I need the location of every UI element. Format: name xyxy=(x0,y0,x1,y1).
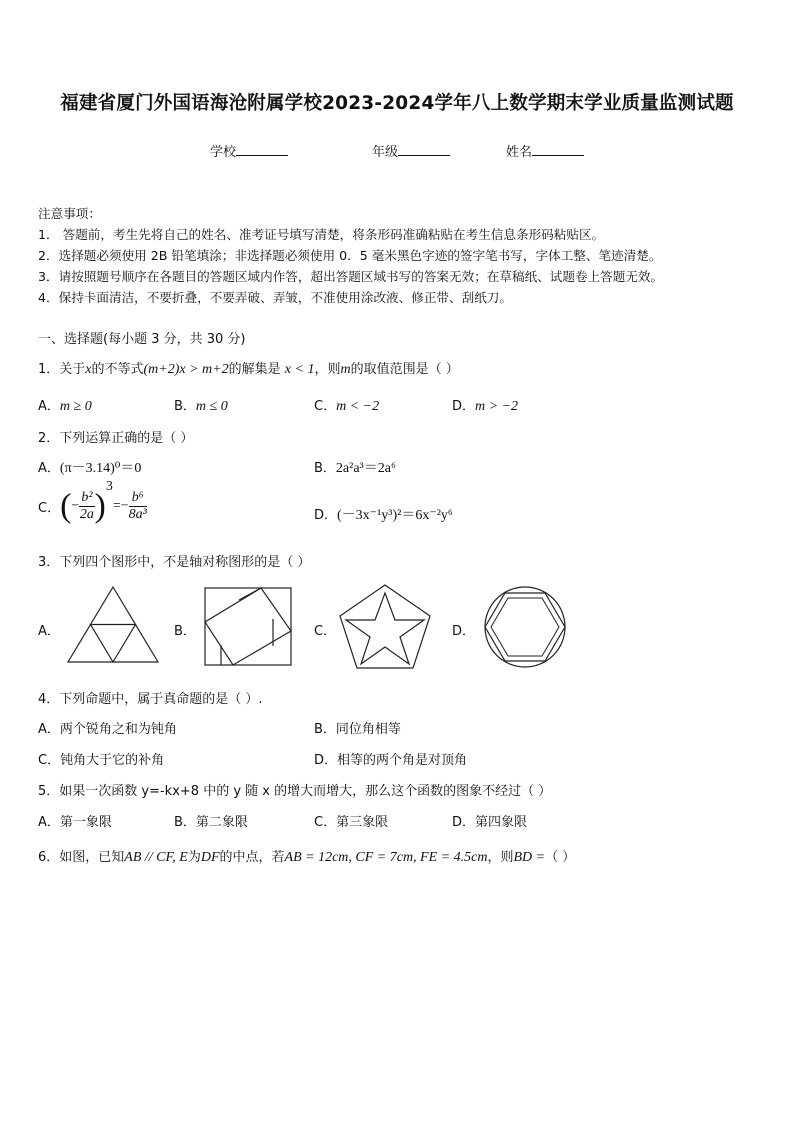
question-4: 4．下列命题中，属于真命题的是（ ）. xyxy=(38,692,263,707)
figure-triangle xyxy=(66,585,160,665)
q5-option-a[interactable]: A．第一象限 xyxy=(38,815,112,830)
school-field[interactable] xyxy=(210,141,288,160)
q3-option-a[interactable]: A． xyxy=(38,624,60,639)
question-1: 1．关于x的不等式(m+2)x > m+2的解集是 x < 1，则m的取值范围是（ ） xyxy=(38,362,459,377)
q3-option-b[interactable]: B． xyxy=(174,624,196,639)
note-item: 1． 答题前，考生先将自己的姓名、准考证号填写清楚，将条形码准确粘贴在考生信息条形码粘贴区。 xyxy=(38,227,605,242)
name-label: 姓名 xyxy=(506,145,533,160)
grade-label: 年级 xyxy=(372,145,399,160)
q5-option-d[interactable]: D．第四象限 xyxy=(452,815,528,830)
q1-option-d[interactable]: D．m > −2 xyxy=(452,399,519,414)
q5-option-b[interactable]: B．第二象限 xyxy=(174,815,248,830)
school-blank[interactable] xyxy=(236,143,288,156)
name-blank[interactable] xyxy=(532,143,584,156)
note-item: 2．选择题必须使用 2B 铅笔填涂；非选择题必须使用 0．5 毫米黑色字迹的签字笔书写，字体工整、笔迹清楚。 xyxy=(38,248,662,263)
q4-option-b[interactable]: B．同位角相等 xyxy=(314,722,401,737)
q2-option-a[interactable]: A．(π－3.14)⁰＝0 xyxy=(38,461,142,476)
note-item: 3．请按照题号顺序在各题目的答题区域内作答，超出答题区域书写的答案无效；在草稿纸、试题卷上答题无效。 xyxy=(38,269,664,284)
q4-option-c[interactable]: C．钝角大于它的补角 xyxy=(38,753,165,768)
q4-option-a[interactable]: A．两个锐角之和为钝角 xyxy=(38,722,177,737)
figure-square xyxy=(203,586,295,668)
q2-option-c[interactable]: C．(− $\frac{\text{b²}}{2a}$ )$^3$=− $\frac{\text{b⁶}}{\text{8a³}}$ xyxy=(38,479,147,525)
question-6: 6．如图，已知AB // CF, E为DF的中点，若AB = 12cm, CF = 7cm, FE = 4.5cm，则BD =（ ） xyxy=(38,850,576,865)
q3-option-c[interactable]: C． xyxy=(314,624,337,639)
question-3: 3．下列四个图形中，不是轴对称图形的是（ ） xyxy=(38,555,311,570)
q4-option-d[interactable]: D．相等的两个角是对顶角 xyxy=(314,753,468,768)
section-heading: 一、选择题(每小题 3 分，共 30 分) xyxy=(38,332,246,347)
q2-option-d[interactable]: D．(－3x⁻¹y³)²＝6x⁻²y⁶ xyxy=(314,508,453,523)
grade-field[interactable] xyxy=(372,141,450,160)
q2-option-b[interactable]: B．2a²a³＝2a⁶ xyxy=(314,461,396,476)
q1-option-b[interactable]: B．m ≤ 0 xyxy=(174,399,228,414)
q3-option-d[interactable]: D． xyxy=(452,624,476,639)
name-field[interactable] xyxy=(506,141,584,160)
q5-option-c[interactable]: C．第三象限 xyxy=(314,815,389,830)
school-label: 学校 xyxy=(210,145,237,160)
q1-option-c[interactable]: C．m < −2 xyxy=(314,399,380,414)
grade-blank[interactable] xyxy=(398,143,450,156)
question-2: 2．下列运算正确的是（ ） xyxy=(38,431,194,446)
q1-option-a[interactable]: A．m ≥ 0 xyxy=(38,399,92,414)
notes-heading: 注意事项： xyxy=(38,206,101,221)
note-item: 4．保持卡面清洁，不要折叠，不要弄破、弄皱，不准使用涂改液、修正带、刮纸刀。 xyxy=(38,290,512,305)
paper-title: 福建省厦门外国语海沧附属学校2023-2024学年八上数学期末学业质量监测试题 xyxy=(60,93,734,114)
question-5: 5．如果一次函数 y=-kx+8 中的 y 随 x 的增大而增大，那么这个函数的图象不经过（ ） xyxy=(38,784,552,799)
figure-hexagon-circle xyxy=(483,585,567,669)
figure-pentagram xyxy=(338,583,432,671)
